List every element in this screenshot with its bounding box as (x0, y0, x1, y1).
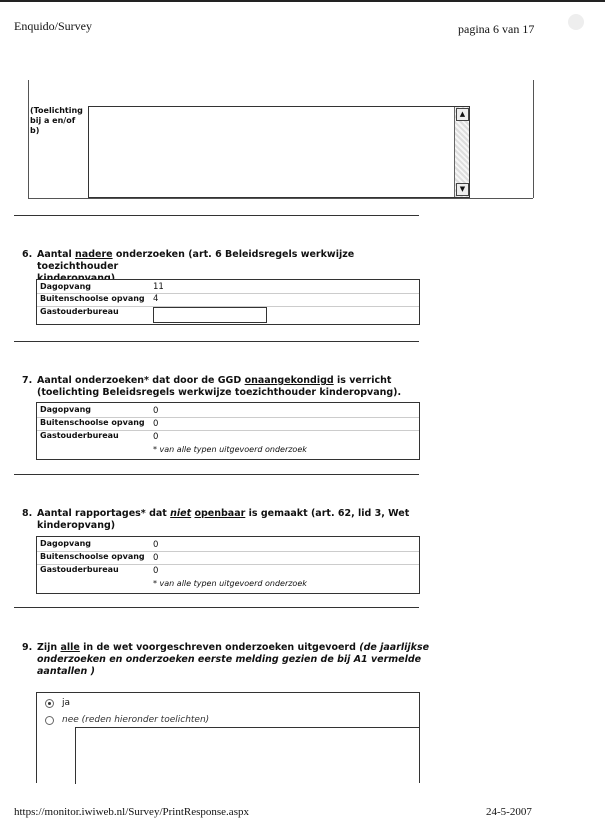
q9-reason-textarea[interactable] (75, 727, 420, 784)
header-app: Enquido/Survey (14, 19, 92, 33)
q8-row-label: Gastouderbureau (40, 565, 119, 574)
q6-row-label: Dagopvang (40, 282, 92, 291)
divider (14, 341, 419, 342)
q8-table (36, 536, 420, 594)
q7-row-label: Buitenschoolse opvang (40, 418, 145, 427)
divider (14, 215, 419, 216)
q9-text: Zijn alle in de wet voorgeschreven onderzoeken uitgevoerd (de jaarlijkse onderzoeken en onderzoeken eerste melding gezien de bij A1 vermelde aantallen ) (37, 642, 430, 677)
footer-url[interactable]: https://monitor.iwiweb.nl/Survey/PrintResponse.aspx (14, 806, 249, 818)
q7-dagopvang-value[interactable]: 0 (153, 406, 159, 416)
q6-number: 6. (22, 249, 33, 260)
scroll-down-icon[interactable]: ▼ (456, 183, 469, 196)
q6-bso-value[interactable]: 4 (153, 294, 159, 304)
radio-nee-label: nee (reden hieronder toelichten) (62, 715, 210, 725)
q8-bso-value[interactable]: 0 (153, 553, 159, 563)
top-section-bottom (28, 198, 533, 199)
q8-text: Aantal rapportages* dat niet openbaar is gemaakt (art. 62, lid 3, Wet kinderopvang) (37, 508, 410, 531)
q6-text: Aantal nadere onderzoeken (art. 6 Beleidsregels werkwijze toezichthouder (37, 249, 355, 272)
q7-number: 7. (22, 375, 33, 386)
q9-number: 9. (22, 642, 33, 653)
q6-row-label: Gastouderbureau (40, 307, 119, 316)
q8-dagopvang-value[interactable]: 0 (153, 540, 159, 550)
q7-bso-value[interactable]: 0 (153, 419, 159, 429)
toelichting-label: (Toelichting bij a en/of b) (30, 106, 83, 135)
footer-date: 24-5-2007 (486, 806, 532, 818)
scroll-up-icon[interactable]: ▲ (456, 108, 469, 121)
q7-row-label: Gastouderbureau (40, 431, 119, 440)
radio-ja-label: ja (62, 698, 71, 708)
q6-table (36, 279, 420, 325)
divider (14, 474, 419, 475)
q8-note: * van alle typen uitgevoerd onderzoek (153, 579, 307, 588)
toelichting-textarea[interactable] (88, 106, 470, 198)
q7-gastouder-value[interactable]: 0 (153, 432, 159, 442)
q9-box (36, 692, 420, 783)
q7-row-label: Dagopvang (40, 405, 92, 414)
top-section-right (533, 80, 534, 198)
q7-table (36, 402, 420, 460)
q8-row-label: Dagopvang (40, 539, 92, 548)
header-page-number: pagina 6 van 17 (458, 22, 535, 36)
divider (14, 607, 419, 608)
q8-gastouder-value[interactable]: 0 (153, 566, 159, 576)
textarea-scrollbar[interactable] (454, 107, 469, 197)
q6-gastouder-input[interactable] (153, 307, 267, 323)
q7-note: * van alle typen uitgevoerd onderzoek (153, 445, 307, 454)
q8-row-label: Buitenschoolse opvang (40, 552, 145, 561)
radio-ja[interactable] (45, 699, 54, 708)
q6-row-label: Buitenschoolse opvang (40, 294, 145, 303)
q8-number: 8. (22, 508, 33, 519)
radio-nee[interactable] (45, 716, 54, 725)
top-section-frame (28, 80, 29, 198)
q6-dagopvang-value[interactable]: 11 (153, 282, 164, 292)
q7-text: Aantal onderzoeken* dat door de GGD onaangekondigd is verricht (toelichting Beleidsregels werkwijze toezichthouder kinderopvang). (37, 375, 402, 398)
